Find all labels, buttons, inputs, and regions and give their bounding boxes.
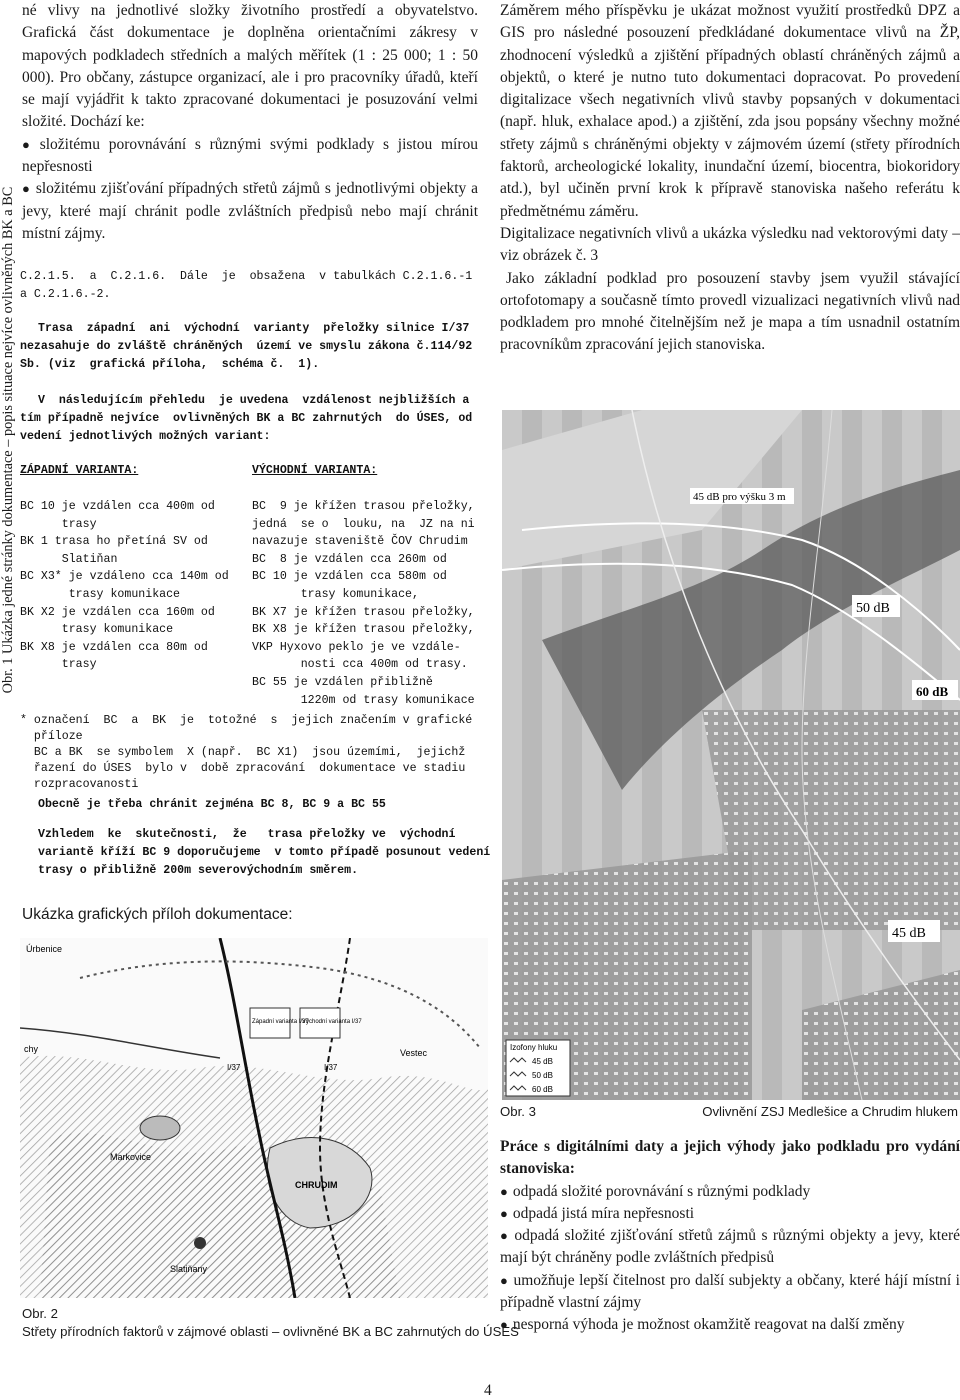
figure-2-number: Obr. 2: [22, 1306, 58, 1321]
east-variant-item: 1220m od trasy komunikace: [252, 693, 475, 707]
west-variant-item: BC 10 je vzdálen cca 400m od: [20, 500, 215, 513]
map-label: Východní varianta I/37: [302, 1019, 362, 1025]
advantage-item: ● odpadá složité zjišťování střetů zájmů s různými objekty a jevy, které mají být chráněny podle zvláštních předpisů: [500, 1225, 960, 1270]
east-variant-item: BC 10 je vzdálen cca 580m od: [252, 570, 447, 584]
photo-label: 50 dB: [856, 601, 890, 616]
map-label: Úrbenice: [26, 944, 63, 954]
scan-note: příloze: [20, 730, 83, 743]
west-variant-item: BK 1 trasa ho přetíná SV od: [20, 535, 208, 549]
west-variant-heading: ZÁPADNÍ VARIANTA:: [20, 464, 139, 477]
left-bullet-1: ● složitému porovnávání s různými svými podklady s jistou mírou nepřesnosti: [22, 134, 478, 179]
west-variant-item: trasy: [20, 517, 97, 531]
right-paragraph: Jako základní podklad pro posouzení stavby jsem využil stávající ortofotomapy a současně tímto provedl vizualizaci negativních vlivů nad podkladem pro mnohé čitelnějším než je mapa a tím usnadnil ostatním pracovníkům zpracování jejich stanoviska.: [500, 269, 960, 354]
east-variant-item: trasy komunikace,: [252, 588, 419, 601]
east-variant-item: BK X8 je křížen trasou přeložky,: [252, 623, 475, 637]
advantage-item: ● odpadá jistá míra nepřesnosti: [500, 1203, 960, 1225]
east-variant-item: BC 9 je křížen trasou přeložky,: [252, 500, 475, 513]
scanned-document: [20, 262, 490, 882]
figure-2-caption: [22, 1305, 519, 1341]
scan-line: Trasa západní ani východní varianty přeložky silnice I/37: [38, 322, 470, 335]
map-label: Západní varianta I/37: [252, 1019, 309, 1025]
scan-line: trasy o přibližně 200m severovýchodním směrem.: [38, 864, 359, 877]
east-variant-item: jedná se o louku, na JZ na ni: [252, 517, 475, 531]
advantage-item: ● odpadá složité porovnávání s různými podklady: [500, 1181, 960, 1203]
scan-note: BC a BK se symbolem X (např. BC X1) jsou územími, jejichž: [20, 746, 466, 759]
west-variant-item: BK X2 je vzdálen cca 160m od: [20, 605, 215, 619]
photo-label: 45 dB: [892, 926, 926, 941]
west-variant-item: trasy: [20, 658, 97, 672]
photo-label: 45 dB pro výšku 3 m: [693, 491, 786, 503]
scan-line: V následujícím přehledu je uvedena vzdálenost nejbližších a: [38, 394, 470, 407]
east-variant-item: BC 8 je vzdálen cca 260m od: [252, 552, 447, 566]
scan-line: a C.2.1.6.-2.: [20, 288, 111, 301]
legend-item: 45 dB: [532, 1057, 553, 1066]
east-variant-item: VKP Hyxovo peklo je ve vzdále-: [252, 640, 461, 654]
left-column: [22, 0, 478, 245]
map-label: Slatiňany: [170, 1264, 208, 1274]
map-label: Vestec: [400, 1048, 428, 1058]
map-label: I/37: [324, 1063, 338, 1072]
west-variant-item: BK X8 je vzdálen cca 80m od: [20, 640, 208, 654]
photo-label: 60 dB: [916, 684, 949, 699]
right-column: [500, 0, 960, 357]
west-variant-item: BC X3* je vzdáleno cca 140m od: [20, 570, 229, 584]
scan-line: Vzhledem ke skutečnosti, že trasa přeložky ve východní: [38, 828, 456, 841]
figure-3-orthophoto: [502, 410, 960, 1100]
right-paragraph: Digitalizace negativních vlivů a ukázka výsledku nad vektorovými daty – viz obrázek č. 3: [500, 224, 960, 265]
map-label: I/37: [227, 1063, 241, 1072]
figure-2-text: Střety přírodních faktorů v zájmové oblasti – ovlivněné BK a BC zahrnutých do ÚSES: [22, 1324, 519, 1339]
figure-3-number: Obr. 3: [500, 1104, 536, 1119]
legend-item: 50 dB: [532, 1071, 553, 1080]
scan-line: variantě kříží BC 9 doporučujeme v tomto případě posunout vedení: [38, 846, 491, 859]
map-label: Markovice: [110, 1152, 152, 1162]
advantages-list: [500, 1181, 960, 1337]
map-label: CHRUDIM: [295, 1180, 338, 1190]
figure-1-caption: Obr. 1 Ukázka jedné stránky dokumentace – popis situace nejvíce ovlivněných BK a BC: [0, 186, 16, 694]
legend-item: 60 dB: [532, 1085, 553, 1094]
advantages-section: [500, 1136, 960, 1337]
scan-line: vedení jednotlivých možných variant:: [20, 430, 271, 443]
west-variant-item: trasy komunikace: [20, 623, 174, 637]
east-variant-item: BK X7 je křížen trasou přeložky,: [252, 605, 475, 619]
figure-2-map: [20, 938, 488, 1298]
east-variant-item: BC 55 je vzdálen přibližně: [252, 676, 433, 689]
east-variant-heading: VÝCHODNÍ VARIANTA:: [252, 464, 378, 477]
west-variant-item: trasy komunikace: [20, 588, 181, 601]
scan-line: Obecně je třeba chránit zejména BC 8, BC 9 a BC 55: [38, 798, 386, 811]
scan-line: nezasahuje do zvláště chráněných území ve smyslu zákona č.114/92: [20, 340, 473, 353]
scan-line: tím případně nejvíce ovlivněných BK a BC zahrnutých do ÚSES, od: [20, 412, 473, 425]
east-variant-item: nosti cca 400m od trasy.: [252, 658, 468, 672]
left-paragraph: né vlivy na jednotlivé složky životního prostředí a obyvatelstvo. Grafická část dokumentace je doplněna orientačními zákresy v mapových podkladech středních a malých měřítek (1 : 25 000; 1 : 50 000). Pro občany, zástupce organizací, ale i pro pracovníky úřadů, kteří se mají vyjádřit k takto zpracované dokumentaci je posuzování velmi složité. Dochází ke:: [22, 2, 478, 131]
advantage-item: ● nesporná výhoda je možnost okamžitě reagovat na další změny: [500, 1314, 960, 1336]
left-bullet-2: ● složitému zjišťování případných střetů zájmů s jednotlivými objekty a jevy, které mají chránit podle zvláštních předpisů nebo mají chránit místní zájmy.: [22, 178, 478, 245]
scan-note: * označení BC a BK je totožné s jejich značením v grafické: [20, 714, 473, 727]
east-variant-item: navazuje staveniště ČOV Chrudim: [252, 535, 468, 549]
scan-note: řazení do ÚSES bylo v době zpracování dokumentace ve stadiu: [20, 762, 466, 775]
scan-line: Sb. (viz grafická příloha, schéma č. 1).: [20, 358, 320, 371]
figure-3-caption: Ovlivnění ZSJ Medlešice a Chrudim hlukem: [702, 1104, 958, 1119]
advantage-item: ● umožňuje lepší čitelnost pro další subjekty a občany, které hájí místní i případně vlastní zájmy: [500, 1270, 960, 1315]
map-label: chy: [24, 1044, 39, 1054]
graphics-heading: Ukázka grafických příloh dokumentace:: [22, 906, 293, 923]
page-number: 4: [484, 1382, 492, 1399]
legend-title: Izofony hluku: [510, 1043, 558, 1052]
right-paragraph: Záměrem mého příspěvku je ukázat možnost využití prostředků DPZ a GIS pro následné posouzení předkládané dokumentace vlivů na ŽP, zhodnocení výsledků a zjištění případných oblastí chráněných zájmů a objektů, o které je nutno tuto dokumentaci dopracovat. Po provedení digitalizace všech negativních vlivů stavby popsaných v dokumentaci (např. hluk, exhalace apod.) a zjištění, zda jsou popsány všechny možné střety zájmů s chráněnými objekty v zájmovém území (střety přírodních faktorů, archeologické lokality, inundační území, biocentra, biokoridory atd.), byl učiněn první krok k přípravě stanoviska našeho referátu k předmětnému záměru.: [500, 2, 960, 220]
scan-line: C.2.1.5. a C.2.1.6. Dále je obsažena v tabulkách C.2.1.6.-1: [20, 270, 473, 283]
west-variant-item: Slatiňan: [20, 552, 118, 566]
scan-note: rozpracovanosti: [20, 778, 139, 791]
advantages-heading: Práce s digitálními daty a jejich výhody jako podkladu pro vydání stanoviska:: [500, 1138, 960, 1178]
